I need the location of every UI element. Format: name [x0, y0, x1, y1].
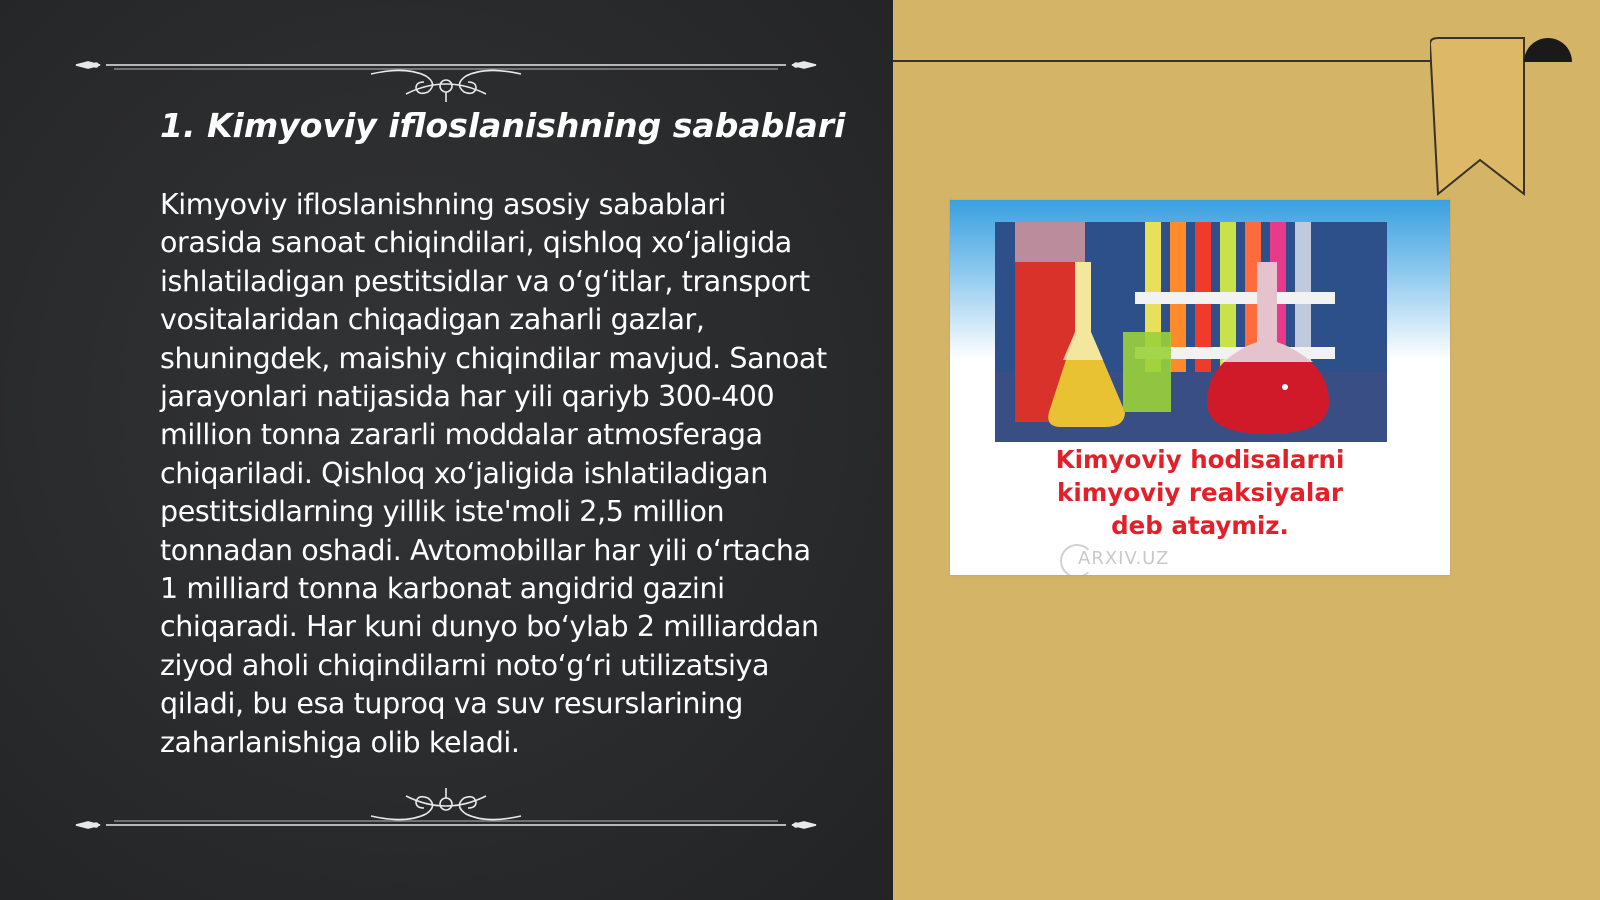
body-paragraph: Kimyoviy ifloslanishning asosiy sabablari orasida sanoat chiqindilari, qishloq xo‘jaligida ishlatiladigan pestitsidlar va o‘g‘itlar, transport vositalaridan chiqadigan zaharli gazlar, shuningdek, maishiy chiqindilar mavjud. Sanoat jarayonlari natijasida har yili qariyb 300-400 million tonna zararli moddalar atmosferaga chiqariladi. Qishloq xo‘jaligida ishlatiladigan pestitsidlarning yillik iste'moli 2,5 million tonnadan oshadi. Avtomobillar har yili o‘rtacha 1 milliard tonna karbonat angidrid gazini chiqaradi. Har kuni dunyo bo‘ylab 2 milliarddan ziyod aholi chiqindilarni noto‘g‘ri utilizatsiya qiladi, bu esa tuproq va suv resurslarining zaharlanishiga olib keladi.	[160, 188, 827, 759]
image-caption: Kimyoviy hodisalarni kimyoviy reaksiyalar deb ataymiz.	[1055, 445, 1345, 540]
bookmark-ribbon	[1430, 32, 1600, 202]
chemistry-image	[950, 200, 1450, 575]
slide-title: 1. Kimyoviy ifloslanishning sabablari	[160, 106, 846, 145]
lab-glassware-illustration	[995, 222, 1387, 442]
top-flourish-ornament	[66, 44, 826, 104]
horizontal-rule	[893, 60, 1438, 62]
bottom-flourish-ornament	[66, 778, 826, 838]
image-watermark: ARXIV.UZ	[1078, 548, 1170, 569]
